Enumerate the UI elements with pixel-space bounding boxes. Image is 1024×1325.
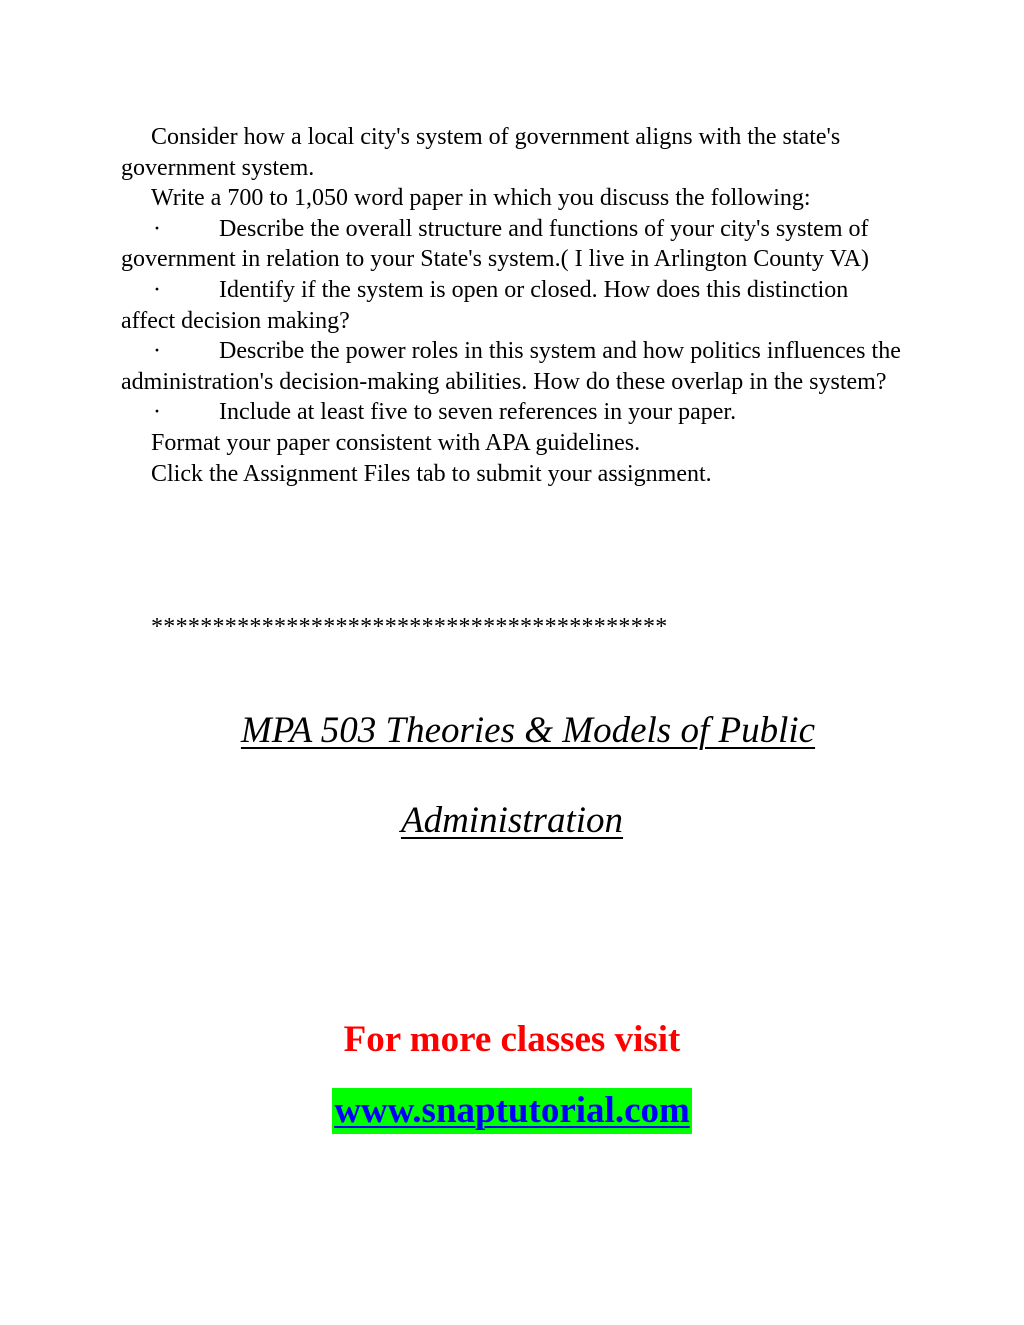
bullet-marker: · xyxy=(153,276,161,303)
promo-heading: For more classes visit xyxy=(343,1019,681,1060)
course-title-line-2: Administration xyxy=(400,800,624,841)
bullet-item xyxy=(121,275,901,336)
bullet-text: Include at least five to seven references in your paper. xyxy=(219,399,737,426)
bullet-item xyxy=(121,214,901,275)
bullet-marker: · xyxy=(153,215,161,242)
format-paragraph: Format your paper consistent with APA guidelines. xyxy=(151,429,641,456)
bullet-text: Describe the overall structure and functions of your city's system of government in relation to your State's system.( I live in Arlington County VA) xyxy=(121,215,870,273)
course-title-line-1: MPA 503 Theories & Models of Public xyxy=(240,710,816,751)
bullet-text: Describe the power roles in this system and how politics influences the administration's decision-making abilities. How do these overlap in the system? xyxy=(121,338,901,395)
assignment-description xyxy=(121,122,901,489)
instruction-paragraph: Write a 700 to 1,050 word paper in which you discuss the following: xyxy=(151,185,811,212)
separator-line: ****************************************** xyxy=(151,614,668,640)
submit-paragraph: Click the Assignment Files tab to submit your assignment. xyxy=(151,460,712,487)
promo-link-wrapper xyxy=(0,1088,1024,1134)
bullet-item xyxy=(121,336,901,397)
bullet-text: Identify if the system is open or closed. How does this distinction affect decision making? xyxy=(121,276,849,334)
bullet-item xyxy=(121,397,901,428)
bullet-marker: · xyxy=(153,399,161,426)
website-link[interactable]: www.snaptutorial.com xyxy=(332,1088,692,1134)
bullet-marker: · xyxy=(153,338,161,365)
intro-paragraph: Consider how a local city's system of government aligns with the state's government system. xyxy=(121,124,841,181)
